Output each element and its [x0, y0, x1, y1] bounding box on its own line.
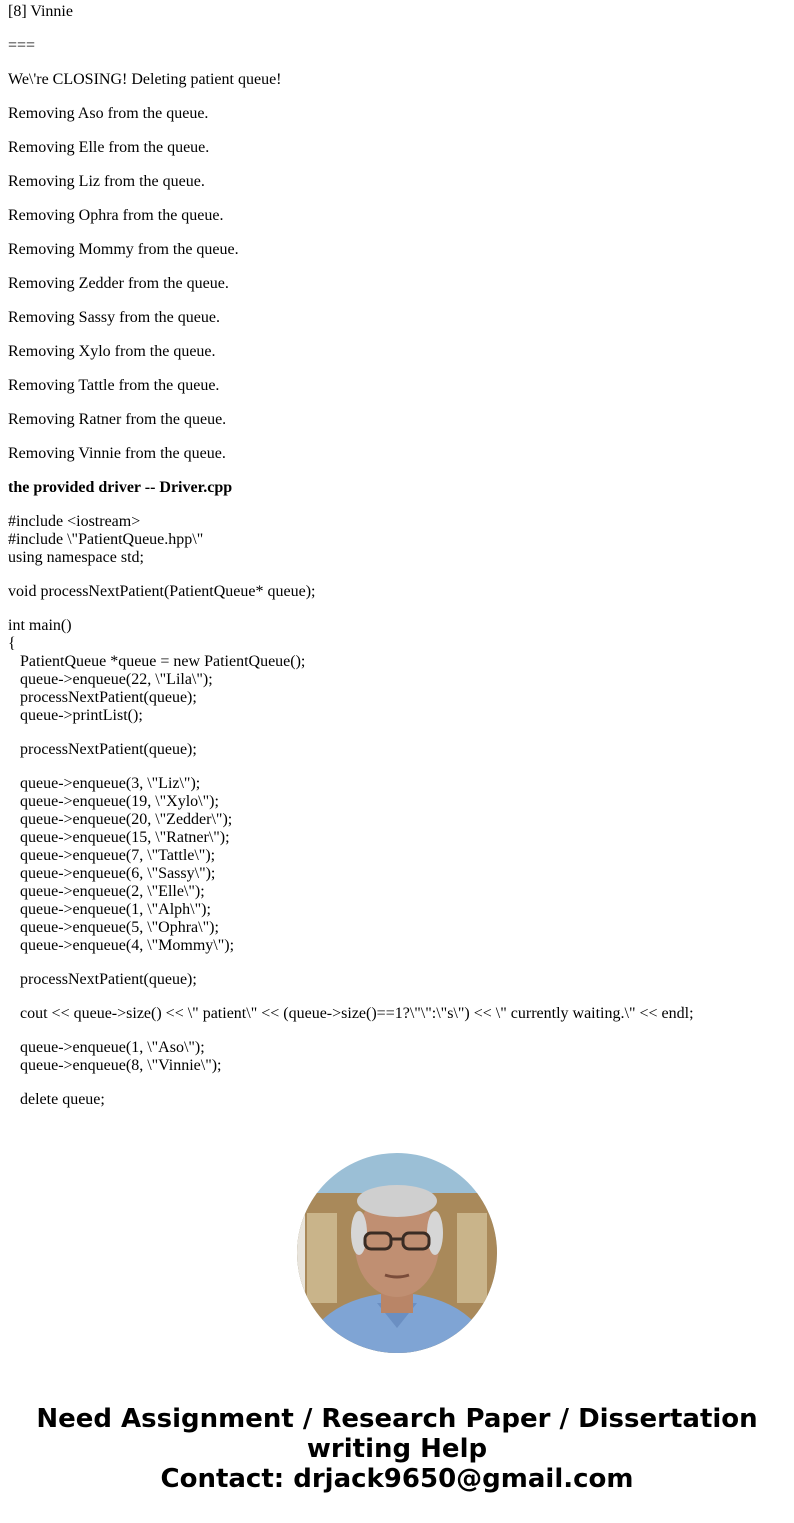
avatar-portrait-image	[297, 1153, 497, 1353]
output-line: Removing Tattle from the queue.	[8, 377, 220, 394]
output-line: Removing Ratner from the queue.	[8, 411, 227, 428]
output-line: We\'re CLOSING! Deleting patient queue!	[8, 71, 282, 88]
banner-line-2: writing Help	[306, 1434, 488, 1464]
banner-line-1: Need Assignment / Research Paper / Dissertation	[36, 1404, 758, 1434]
code-block: int main() { PatientQueue *queue = new PatientQueue(); queue->enqueue(22, \"Lila\"); processNextPatient(queue); queue->printList();	[8, 617, 306, 724]
document-body	[8, 3, 786, 1125]
output-line: Removing Sassy from the queue.	[8, 309, 220, 326]
output-line: Removing Mommy from the queue.	[8, 241, 239, 258]
code-block: void processNextPatient(PatientQueue* queue);	[8, 583, 316, 600]
driver-heading: the provided driver -- Driver.cpp	[8, 479, 233, 496]
output-line: Removing Liz from the queue.	[8, 173, 205, 190]
output-line: Removing Elle from the queue.	[8, 139, 210, 156]
program-output	[8, 3, 786, 463]
contact-banner	[0, 1404, 794, 1494]
author-avatar	[297, 1153, 497, 1353]
code-block: processNextPatient(queue);	[8, 971, 197, 988]
output-line: Removing Zedder from the queue.	[8, 275, 229, 292]
output-line: [8] Vinnie	[8, 3, 73, 20]
output-line: ===	[8, 37, 36, 54]
output-line: Removing Aso from the queue.	[8, 105, 209, 122]
banner-line-3: Contact: drjack9650@gmail.com	[160, 1464, 634, 1494]
code-block: cout << queue->size() << \" patient\" << (queue->size()==1?\"\":\"s\") << \" currently waiting.\" << endl;	[8, 1005, 694, 1022]
code-block: queue->enqueue(1, \"Aso\"); queue->enqueue(8, \"Vinnie\");	[20, 1039, 222, 1074]
code-block: processNextPatient(queue);	[8, 741, 197, 758]
output-line: Removing Ophra from the queue.	[8, 207, 224, 224]
code-block: #include <iostream> #include \"PatientQueue.hpp\" using namespace std;	[8, 513, 204, 566]
code-block: delete queue;	[8, 1091, 105, 1108]
output-line: Removing Vinnie from the queue.	[8, 445, 226, 462]
output-line: Removing Xylo from the queue.	[8, 343, 216, 360]
code-block: queue->enqueue(3, \"Liz\"); queue->enqueue(19, \"Xylo\"); queue->enqueue(20, \"Zedder\"); queue->enqueue(15, \"Ratner\"); queue->enqueue(7, \"Tattle\"); queue->enqueue(6, \"Sassy\"); queue->enqueue(2, \"Elle\"); queue->enqueue(1, \"Alph\"); queue->enqueue(5, \"Ophra\"); queue->enqueue(4, \"Mommy\");	[20, 775, 235, 954]
driver-code	[8, 513, 786, 1109]
